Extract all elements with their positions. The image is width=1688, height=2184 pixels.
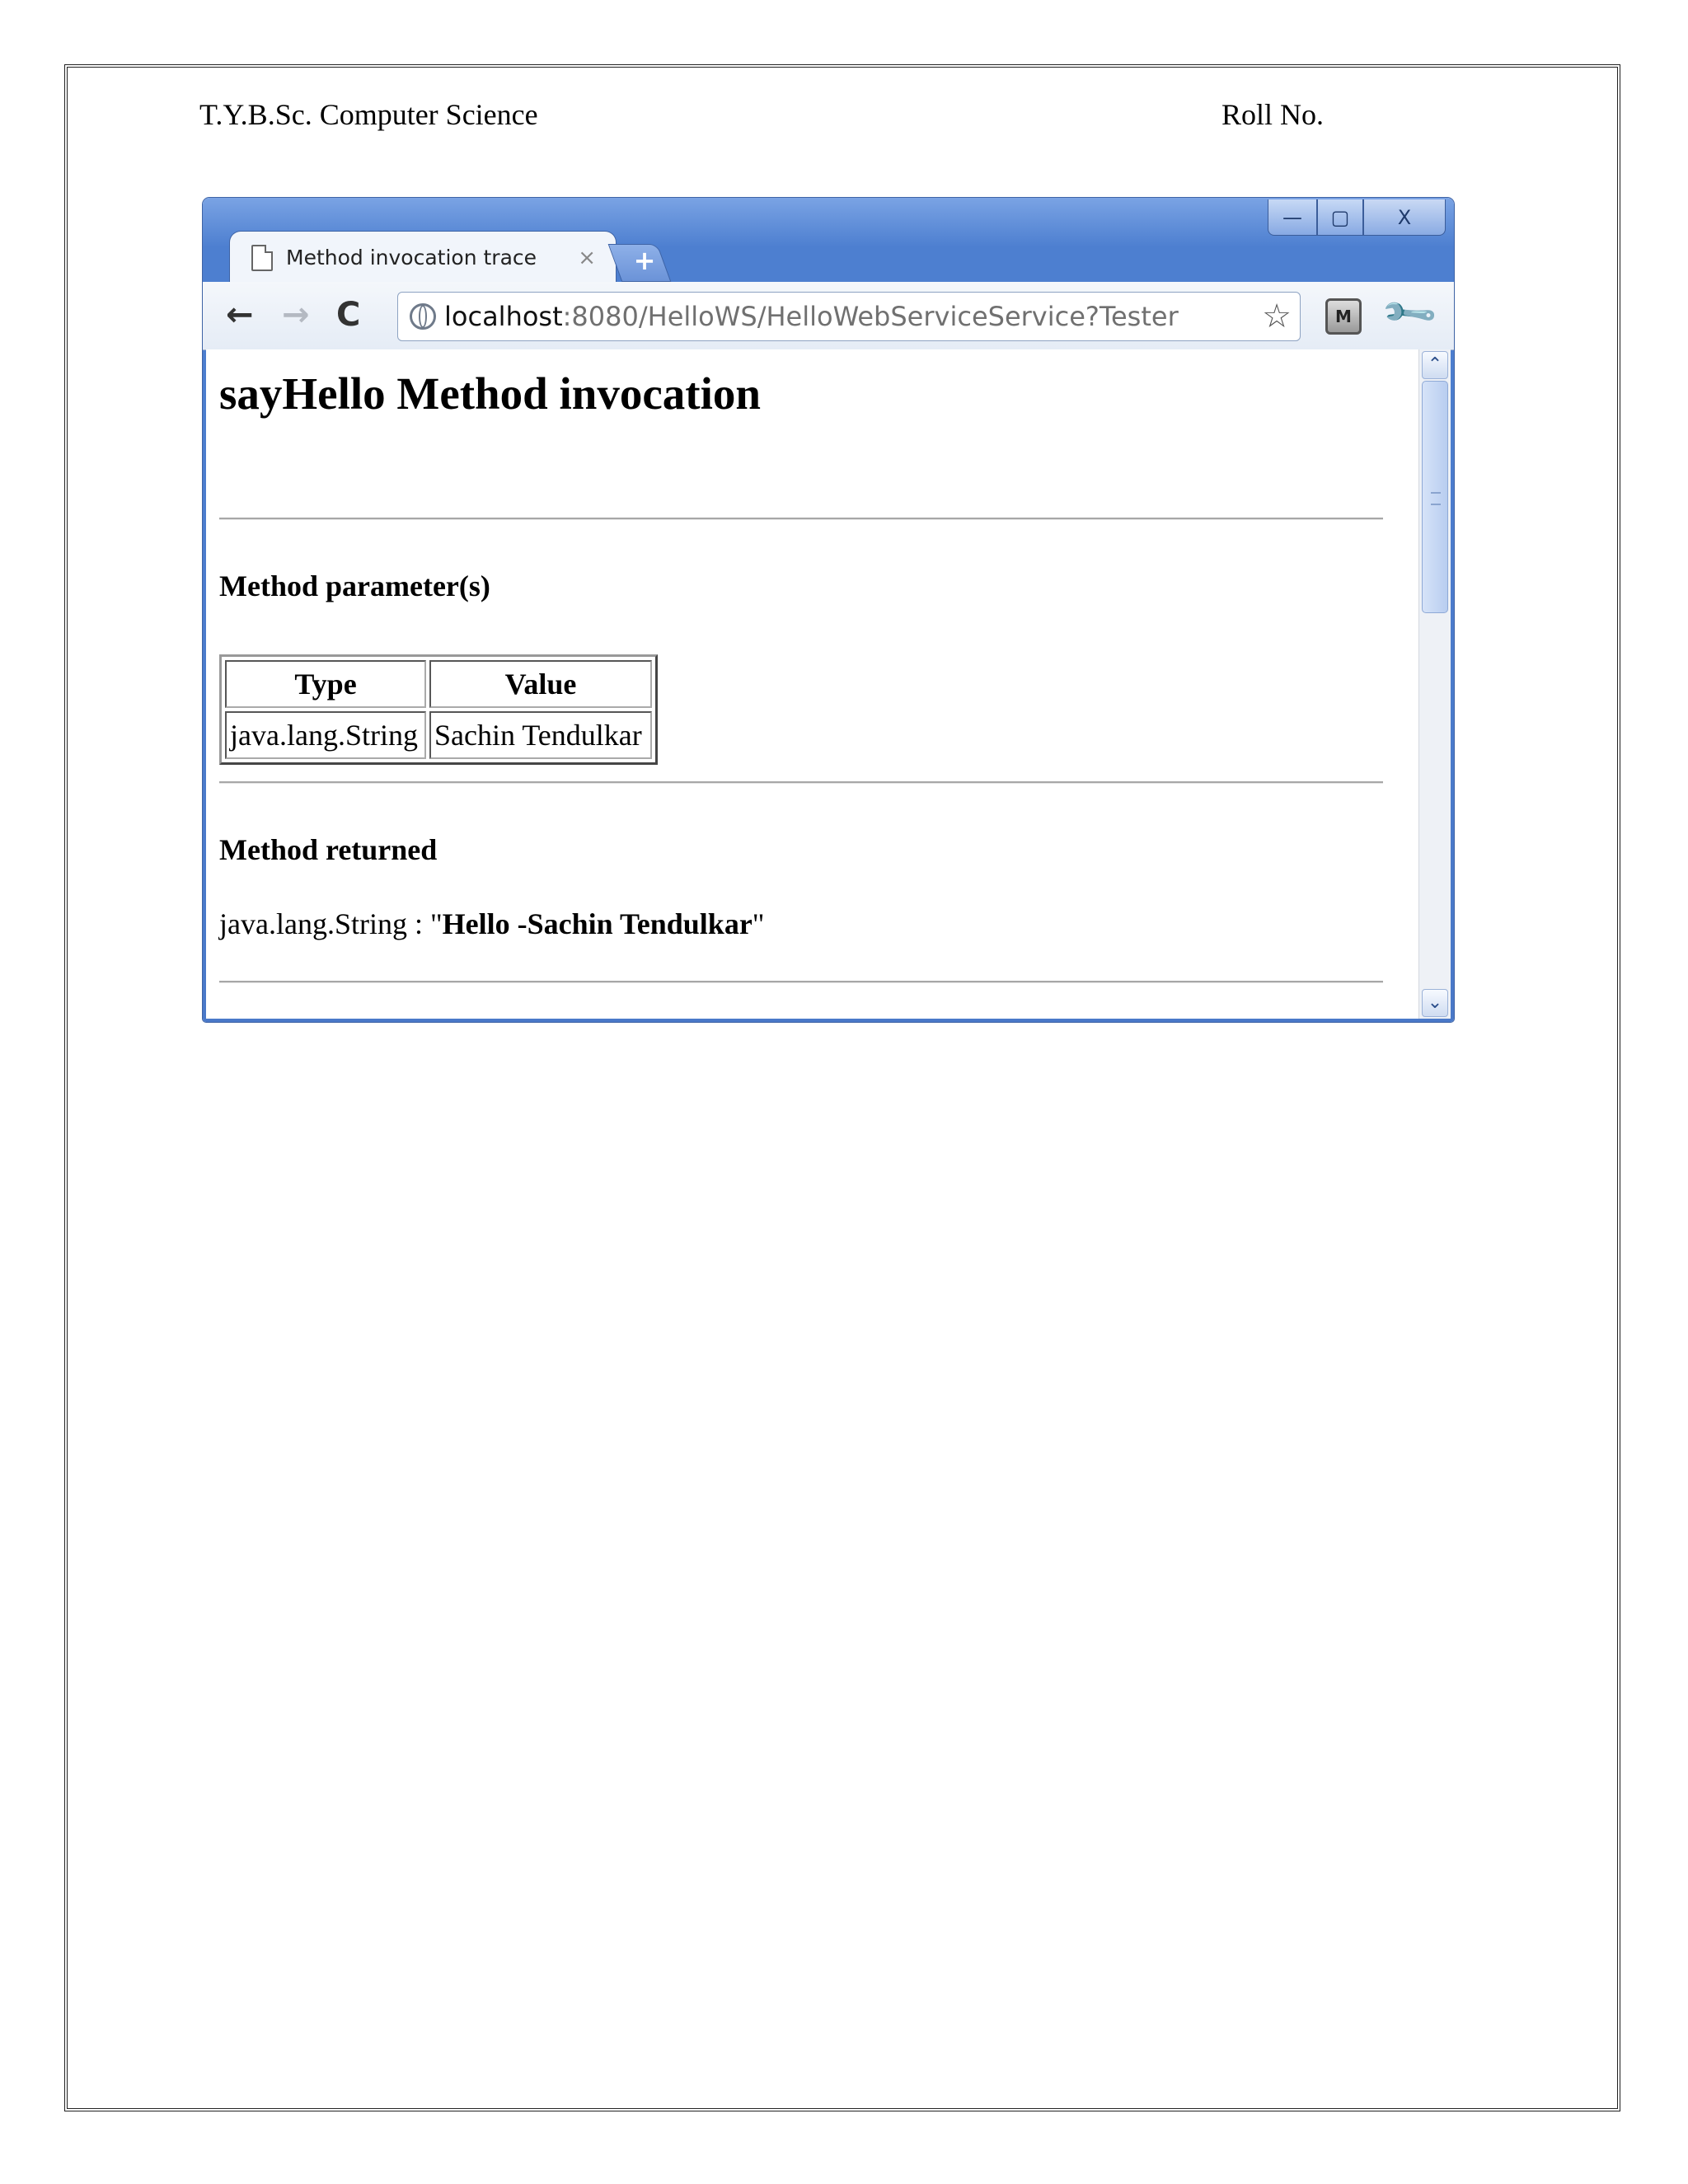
reload-icon[interactable]: C — [336, 296, 361, 334]
params-heading: Method parameter(s) — [219, 569, 490, 602]
document-header-roll-no: Roll No. — [1221, 98, 1325, 131]
wrench-icon[interactable]: 🔧 — [1378, 283, 1441, 344]
tab-method-invocation-trace[interactable] — [229, 231, 617, 284]
globe-icon — [410, 303, 436, 330]
parameters-table — [219, 654, 658, 765]
scroll-up-icon[interactable]: ⌃ — [1422, 351, 1448, 379]
quote-close: " — [752, 907, 765, 940]
quote-open: " — [429, 907, 443, 940]
return-value: Hello -Sachin Tendulkar — [442, 907, 753, 940]
table-row — [225, 711, 652, 759]
param-type-cell: java.lang.String — [225, 711, 426, 759]
close-window-button[interactable]: X — [1363, 199, 1446, 236]
address-bar[interactable] — [397, 292, 1301, 341]
window-controls — [1268, 199, 1446, 236]
browser-window — [203, 198, 1454, 1022]
returned-heading: Method returned — [219, 833, 438, 866]
grip-icon — [1431, 492, 1441, 505]
table-header-row — [225, 660, 652, 708]
minimize-button[interactable]: — — [1268, 199, 1317, 236]
divider — [219, 781, 1383, 784]
divider — [219, 518, 1383, 520]
document-header-course: T.Y.B.Sc. Computer Science — [199, 98, 538, 131]
forward-arrow-icon[interactable]: → — [282, 296, 310, 334]
param-value-cell: Sachin Tendulkar — [429, 711, 652, 759]
scroll-down-icon[interactable]: ⌄ — [1422, 989, 1448, 1017]
column-header-value: Value — [429, 660, 652, 708]
page-icon — [251, 245, 273, 271]
page-title: sayHello Method invocation — [219, 368, 761, 419]
star-icon[interactable]: ☆ — [1262, 298, 1292, 335]
divider — [219, 981, 1383, 983]
return-type: java.lang.String : — [219, 907, 430, 940]
extension-icon[interactable]: M — [1325, 298, 1362, 335]
return-value-line — [219, 907, 765, 941]
page-viewport — [206, 349, 1451, 1019]
vertical-scrollbar[interactable] — [1418, 349, 1451, 1019]
url-path: :8080/HelloWS/HelloWebServiceService?Tester — [562, 301, 1179, 332]
column-header-type: Type — [225, 660, 426, 708]
plus-icon[interactable]: + — [633, 245, 656, 276]
back-arrow-icon[interactable]: ← — [226, 296, 254, 334]
close-tab-icon[interactable]: × — [578, 245, 596, 270]
url-host: localhost — [444, 301, 563, 332]
tab-title: Method invocation trace — [286, 246, 537, 269]
browser-toolbar — [203, 282, 1454, 350]
maximize-button[interactable]: ▢ — [1317, 199, 1363, 236]
scrollbar-thumb[interactable] — [1422, 381, 1448, 613]
